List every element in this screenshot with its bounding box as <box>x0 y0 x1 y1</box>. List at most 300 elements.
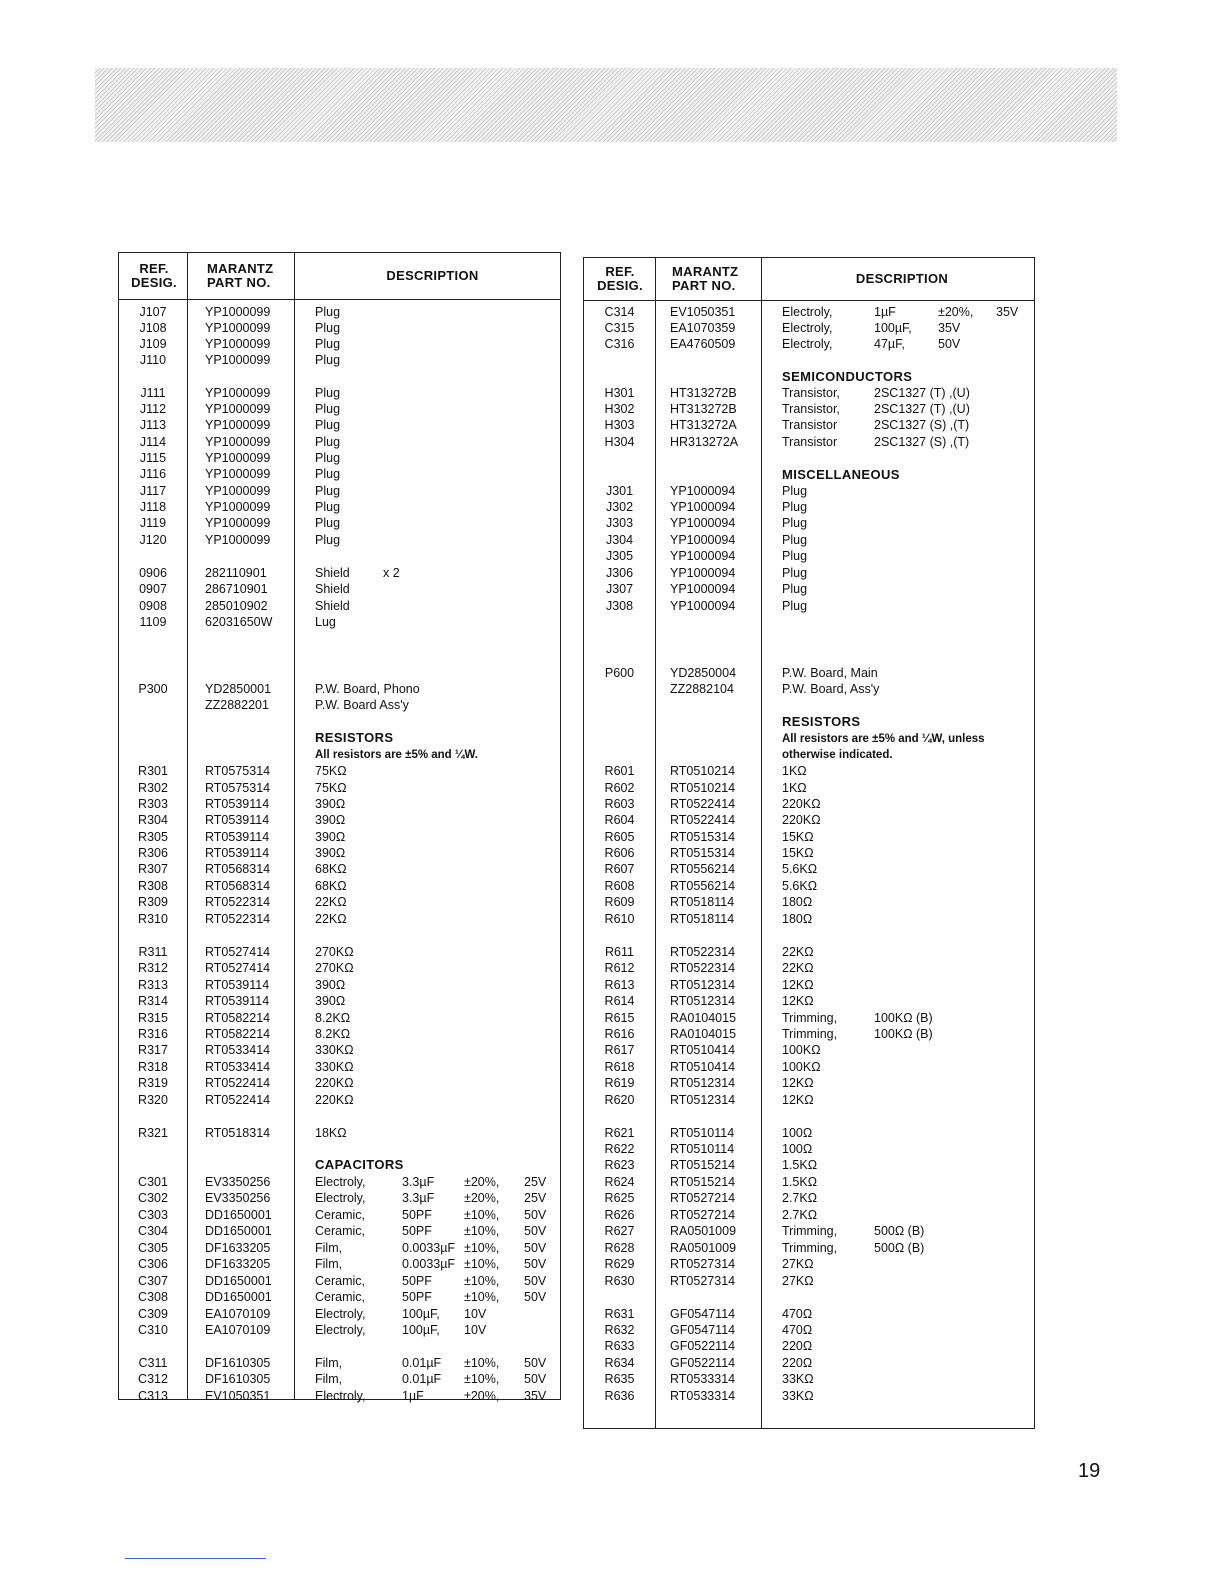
spec-voltage: 50V <box>524 1274 547 1288</box>
spec-value: 3.3µF <box>402 1175 435 1189</box>
desc-header: DESCRIPTION <box>855 271 949 286</box>
table-row <box>119 614 560 630</box>
part-number: RT0533314 <box>670 1389 736 1403</box>
ref-desig: R620 <box>604 1093 635 1107</box>
table-row <box>584 1338 1034 1354</box>
ref-desig: R629 <box>604 1257 635 1271</box>
ref-desig: R615 <box>604 1011 635 1025</box>
ref-desig: 0907 <box>139 582 167 596</box>
description: 5.6KΩ <box>782 879 818 893</box>
table-row <box>119 861 560 877</box>
part-number: RT0575314 <box>205 781 271 795</box>
part-number: RT0533414 <box>205 1060 271 1074</box>
description: 1.5KΩ <box>782 1175 818 1189</box>
ref-desig: R607 <box>604 862 635 876</box>
table-row <box>584 944 1034 960</box>
ref-desig: C308 <box>138 1290 168 1304</box>
part-number: RT0522414 <box>205 1076 271 1090</box>
description: Film, <box>315 1241 343 1255</box>
table-row <box>119 1207 560 1223</box>
spec-tolerance: ±10%, <box>464 1356 500 1370</box>
spec-voltage: 50V <box>524 1257 547 1271</box>
table-row <box>119 598 560 614</box>
description: Transistor, <box>782 402 840 416</box>
ref-desig: J308 <box>605 599 634 613</box>
part-number: YP1000099 <box>205 484 271 498</box>
description: 270KΩ <box>315 961 354 975</box>
ref-desig: R315 <box>138 1011 168 1025</box>
table-row <box>119 320 560 336</box>
ref-desig: R631 <box>604 1307 635 1321</box>
section-heading <box>584 714 1034 730</box>
spec-voltage: 50V <box>524 1290 547 1304</box>
part-number: RT0539114 <box>205 830 270 844</box>
description: 270KΩ <box>315 945 354 959</box>
part-number: YD2850004 <box>670 666 737 680</box>
part-number: RT0533314 <box>670 1372 736 1386</box>
part-number: RT0518314 <box>205 1126 271 1140</box>
spec-tolerance: ±20%, <box>464 1389 500 1403</box>
part-number: RT0515214 <box>670 1175 736 1189</box>
part-number: HT313272B <box>670 402 737 416</box>
spec-voltage: 35V <box>996 305 1019 319</box>
section-heading <box>584 369 1034 385</box>
description: 100KΩ <box>782 1060 821 1074</box>
description: Trimming, <box>782 1224 838 1238</box>
ref-desig: C315 <box>604 321 635 335</box>
part-number: RA0501009 <box>670 1224 737 1238</box>
description: P.W. Board Ass'y <box>315 698 409 712</box>
table-row <box>584 1174 1034 1190</box>
table-row <box>584 434 1034 450</box>
section-note <box>584 731 1034 747</box>
part-number: YP1000094 <box>670 582 736 596</box>
description: 2.7KΩ <box>782 1191 818 1205</box>
part-number: YP1000099 <box>205 418 271 432</box>
ref-desig: J119 <box>139 516 167 530</box>
ref-desig: R611 <box>605 945 634 959</box>
description: Plug <box>782 566 808 580</box>
table-row <box>584 401 1034 417</box>
part-number: YP1000099 <box>205 500 271 514</box>
ref-desig: C312 <box>138 1372 168 1386</box>
table-row <box>119 1289 560 1305</box>
table-row <box>119 1322 560 1338</box>
ref-desig: J113 <box>139 418 167 432</box>
ref-desig: J305 <box>605 549 634 563</box>
part-number: GF0522114 <box>670 1356 736 1370</box>
ref-desig: J303 <box>605 516 634 530</box>
ref-desig: 0906 <box>139 566 167 580</box>
spec-tolerance: ±10%, <box>464 1241 500 1255</box>
ref-desig: C314 <box>604 305 635 319</box>
ref-desig: R618 <box>604 1060 635 1074</box>
description: Ceramic, <box>315 1208 366 1222</box>
part-number: RT0515314 <box>670 846 736 860</box>
spec-value: 1µF <box>402 1389 424 1403</box>
table-row <box>119 829 560 845</box>
description: otherwise indicated. <box>782 749 893 761</box>
spec-voltage: 50V <box>524 1241 547 1255</box>
part-number: HT313272A <box>670 418 737 432</box>
description: 330KΩ <box>315 1060 354 1074</box>
table-row <box>584 1190 1034 1206</box>
part-number: RT0518114 <box>670 912 735 926</box>
table-row <box>119 1240 560 1256</box>
part-number: YP1000094 <box>670 566 736 580</box>
part-number: 282110901 <box>205 566 267 580</box>
ref-desig: R312 <box>138 961 168 975</box>
table-row <box>584 1059 1034 1075</box>
ref-desig: R301 <box>138 764 168 778</box>
description: Plug <box>315 337 341 351</box>
table-row <box>119 1223 560 1239</box>
part-number: RT0510414 <box>670 1043 736 1057</box>
ref-desig: R625 <box>604 1191 635 1205</box>
spec-value: 2SC1327 (T) ,(U) <box>874 402 970 416</box>
description: Plug <box>315 321 341 335</box>
description: Shield <box>315 599 350 613</box>
desc-header: DESCRIPTION <box>386 268 479 283</box>
ref-desig: R304 <box>138 813 168 827</box>
description: Transistor, <box>782 386 840 400</box>
spec-value: 2SC1327 (T) ,(U) <box>874 386 970 400</box>
description: 390Ω <box>315 846 346 860</box>
parts-table-left <box>118 252 561 1403</box>
description: 12KΩ <box>782 1093 814 1107</box>
description: SEMICONDUCTORS <box>782 369 913 384</box>
description: Trimming, <box>782 1027 838 1041</box>
table-row <box>584 483 1034 499</box>
description: 100KΩ <box>782 1043 821 1057</box>
description: Plug <box>315 467 341 481</box>
description: 12KΩ <box>782 978 814 992</box>
ref-desig: R306 <box>138 846 168 860</box>
table-row <box>584 1207 1034 1223</box>
spec-tolerance: ±10%, <box>464 1208 500 1222</box>
description: Shield <box>315 582 350 596</box>
ref-desig: R317 <box>138 1043 168 1057</box>
spec-voltage: 50V <box>524 1356 547 1370</box>
spec-value: 100KΩ (B) <box>874 1027 933 1041</box>
ref-desig: R630 <box>604 1274 635 1288</box>
table-row <box>584 1075 1034 1091</box>
description: Electroly, <box>315 1323 366 1337</box>
ref-desig: J120 <box>139 533 167 547</box>
part-number: GF0522114 <box>670 1339 736 1353</box>
ref-desig: R311 <box>138 945 168 959</box>
part-number: RT0512314 <box>670 1076 736 1090</box>
part-number: 286710901 <box>205 582 268 596</box>
table-row <box>584 499 1034 515</box>
part-number: YP1000099 <box>205 451 271 465</box>
ref-header: REF. DESIG. <box>131 261 177 290</box>
description: Plug <box>315 305 341 319</box>
description: Film, <box>315 1356 343 1370</box>
description: Plug <box>315 516 341 530</box>
ref-desig: 1109 <box>139 615 167 629</box>
table-row <box>119 960 560 976</box>
spec-tolerance: 35V <box>938 321 961 335</box>
part-number: GF0547114 <box>670 1323 736 1337</box>
description: Plug <box>315 500 341 514</box>
description: Electroly, <box>315 1389 366 1403</box>
part-number: RT0510114 <box>670 1142 735 1156</box>
spec-tolerance: ±20%, <box>938 305 974 319</box>
description: 18KΩ <box>315 1126 347 1140</box>
description: 390Ω <box>315 830 346 844</box>
part-number: DD1650001 <box>205 1208 272 1222</box>
description: 220Ω <box>782 1356 813 1370</box>
part-number: RT0522414 <box>670 813 736 827</box>
ref-desig: P600 <box>604 666 635 680</box>
part-number: YP1000094 <box>670 516 736 530</box>
ref-desig: J301 <box>605 484 634 498</box>
part-number: EV1050351 <box>670 305 736 319</box>
table-row <box>119 894 560 910</box>
parts-table-right <box>583 257 1035 1429</box>
spec-tolerance: ±10%, <box>464 1372 500 1386</box>
table-row <box>584 598 1034 614</box>
spec-value: 50PF <box>402 1208 432 1222</box>
part-number: RT0522314 <box>670 961 736 975</box>
ref-desig: C303 <box>138 1208 168 1222</box>
ref-desig: R613 <box>604 978 635 992</box>
description: Plug <box>782 484 808 498</box>
table-header <box>119 253 560 300</box>
ref-desig: J302 <box>605 500 634 514</box>
table-row <box>119 1306 560 1322</box>
part-number: RT0527314 <box>670 1257 736 1271</box>
description: 330KΩ <box>315 1043 354 1057</box>
table-row <box>119 878 560 894</box>
part-number: RT0539114 <box>205 994 270 1008</box>
table-row <box>119 1190 560 1206</box>
spec-tolerance: 50V <box>938 337 961 351</box>
table-row <box>584 1092 1034 1108</box>
ref-desig: R626 <box>604 1208 635 1222</box>
description: Plug <box>782 500 808 514</box>
table-row <box>584 1273 1034 1289</box>
part-number: RT0568314 <box>205 879 271 893</box>
part-header: MARANTZ PART NO. <box>672 264 739 293</box>
table-row <box>584 1125 1034 1141</box>
table-row <box>584 1141 1034 1157</box>
description: RESISTORS <box>782 714 861 729</box>
part-number: RT0527214 <box>670 1208 736 1222</box>
ref-desig: J117 <box>139 484 167 498</box>
description: 75KΩ <box>315 781 347 795</box>
ref-desig: R622 <box>604 1142 635 1156</box>
spec-tolerance: ±20%, <box>464 1191 500 1205</box>
ref-desig: R632 <box>604 1323 635 1337</box>
table-row <box>584 1240 1034 1256</box>
ref-desig: R619 <box>604 1076 635 1090</box>
description: Ceramic, <box>315 1274 366 1288</box>
table-header <box>584 258 1034 301</box>
part-number: EA1070109 <box>205 1323 271 1337</box>
ref-desig: R305 <box>138 830 168 844</box>
table-row <box>119 697 560 713</box>
table-row <box>119 1355 560 1371</box>
table-row <box>119 1059 560 1075</box>
spec-tolerance: ±10%, <box>464 1290 500 1304</box>
ref-desig: J111 <box>140 386 166 400</box>
ref-desig: R321 <box>138 1126 168 1140</box>
description: Ceramic, <box>315 1290 366 1304</box>
part-number: RT0522414 <box>205 1093 271 1107</box>
part-number: YP1000099 <box>205 353 271 367</box>
table-row <box>119 1075 560 1091</box>
ref-desig: R610 <box>604 912 635 926</box>
part-number: RT0527214 <box>670 1191 736 1205</box>
description: 12KΩ <box>782 1076 814 1090</box>
ref-desig: J107 <box>139 305 167 319</box>
table-row <box>584 1223 1034 1239</box>
spec-value: 50PF <box>402 1290 432 1304</box>
table-row <box>119 450 560 466</box>
spec-value: 0.0033µF <box>402 1257 456 1271</box>
spec-voltage: 25V <box>524 1175 547 1189</box>
description: 12KΩ <box>782 994 814 1008</box>
description: Electroly, <box>782 305 833 319</box>
ref-desig: R314 <box>138 994 168 1008</box>
description: Electroly, <box>315 1191 366 1205</box>
part-number: RT0515214 <box>670 1158 736 1172</box>
description: Plug <box>315 386 341 400</box>
table-row <box>119 944 560 960</box>
part-number: RT0556214 <box>670 862 736 876</box>
part-number: DF1610305 <box>205 1356 271 1370</box>
part-number: RT0522414 <box>670 797 736 811</box>
section-heading <box>119 730 560 746</box>
table-row <box>119 977 560 993</box>
ref-desig: J114 <box>139 435 167 449</box>
ref-desig: R617 <box>604 1043 635 1057</box>
description: 390Ω <box>315 978 346 992</box>
description: 220KΩ <box>782 797 821 811</box>
ref-desig: R603 <box>604 797 635 811</box>
description: 22KΩ <box>315 912 347 926</box>
part-number: DF1633205 <box>205 1257 271 1271</box>
section-heading <box>584 467 1034 483</box>
spec-tolerance: ±20%, <box>464 1175 500 1189</box>
description: 220Ω <box>782 1339 813 1353</box>
ref-desig: J304 <box>605 533 634 547</box>
part-number: RT0518114 <box>670 895 735 909</box>
table-row <box>119 812 560 828</box>
ref-desig: C309 <box>138 1307 168 1321</box>
spec-tolerance: ±10%, <box>464 1274 500 1288</box>
ref-desig: R309 <box>138 895 168 909</box>
part-number: DD1650001 <box>205 1274 272 1288</box>
table-row <box>584 581 1034 597</box>
table-row <box>584 763 1034 779</box>
description: Plug <box>315 533 341 547</box>
spec-value: 100KΩ (B) <box>874 1011 933 1025</box>
ref-desig: C313 <box>138 1389 168 1403</box>
table-row <box>584 796 1034 812</box>
table-row <box>584 548 1034 564</box>
spec-value: 2SC1327 (S) ,(T) <box>874 435 970 449</box>
table-row <box>584 320 1034 336</box>
spec-value: 3.3µF <box>402 1191 435 1205</box>
table-row <box>584 565 1034 581</box>
spec-value: 500Ω (B) <box>874 1224 925 1238</box>
table-row <box>119 1010 560 1026</box>
description: 68KΩ <box>315 879 347 893</box>
table-row <box>119 1273 560 1289</box>
table-row <box>119 911 560 927</box>
ref-desig: R303 <box>138 797 168 811</box>
ref-desig: R636 <box>604 1389 635 1403</box>
ref-desig: R302 <box>138 781 168 795</box>
table-row <box>119 1174 560 1190</box>
table-row <box>584 417 1034 433</box>
ref-desig: R308 <box>138 879 168 893</box>
part-number: HT313272B <box>670 386 737 400</box>
ref-desig: C310 <box>138 1323 168 1337</box>
table-row <box>584 1256 1034 1272</box>
ref-desig: 0908 <box>139 599 167 613</box>
ref-desig: R606 <box>604 846 635 860</box>
description: Plug <box>315 418 341 432</box>
part-number: RT0522314 <box>670 945 736 959</box>
description: 22KΩ <box>782 961 814 975</box>
part-number: RT0510214 <box>670 764 736 778</box>
part-header: MARANTZ PART NO. <box>207 261 274 290</box>
part-number: RT0512314 <box>670 1093 736 1107</box>
spec-tolerance: 10V <box>464 1307 487 1321</box>
spec-value: 50PF <box>402 1224 432 1238</box>
section-note <box>119 747 560 763</box>
description: Transistor <box>782 435 838 449</box>
ref-desig: R605 <box>604 830 635 844</box>
ref-desig: C306 <box>138 1257 168 1271</box>
ref-desig: R635 <box>604 1372 635 1386</box>
description: 390Ω <box>315 813 346 827</box>
part-number: RT0539114 <box>205 797 270 811</box>
ref-desig: C301 <box>138 1175 168 1189</box>
part-number: EA4760509 <box>670 337 736 351</box>
table-row <box>584 780 1034 796</box>
description: 1KΩ <box>782 764 807 778</box>
table-row <box>119 499 560 515</box>
part-number: EA1070359 <box>670 321 736 335</box>
ref-desig: R601 <box>604 764 635 778</box>
table-row <box>584 845 1034 861</box>
table-row <box>119 1125 560 1141</box>
description: Electroly, <box>782 337 833 351</box>
page-number: 19 <box>1078 1460 1101 1482</box>
part-number: RT0510414 <box>670 1060 736 1074</box>
ref-desig: C304 <box>138 1224 168 1238</box>
description: Plug <box>315 484 341 498</box>
part-number: EV3350256 <box>205 1191 271 1205</box>
spec-value: 500Ω (B) <box>874 1241 925 1255</box>
ref-desig: R310 <box>138 912 168 926</box>
description: 5.6KΩ <box>782 862 818 876</box>
description: Plug <box>782 516 808 530</box>
table-row <box>119 385 560 401</box>
description: Plug <box>315 435 341 449</box>
ref-desig: H301 <box>604 386 635 400</box>
description: Electroly, <box>315 1307 366 1321</box>
table-row <box>119 401 560 417</box>
description: Plug <box>315 353 341 367</box>
spec-value: x 2 <box>383 566 400 580</box>
description: Trimming, <box>782 1241 838 1255</box>
